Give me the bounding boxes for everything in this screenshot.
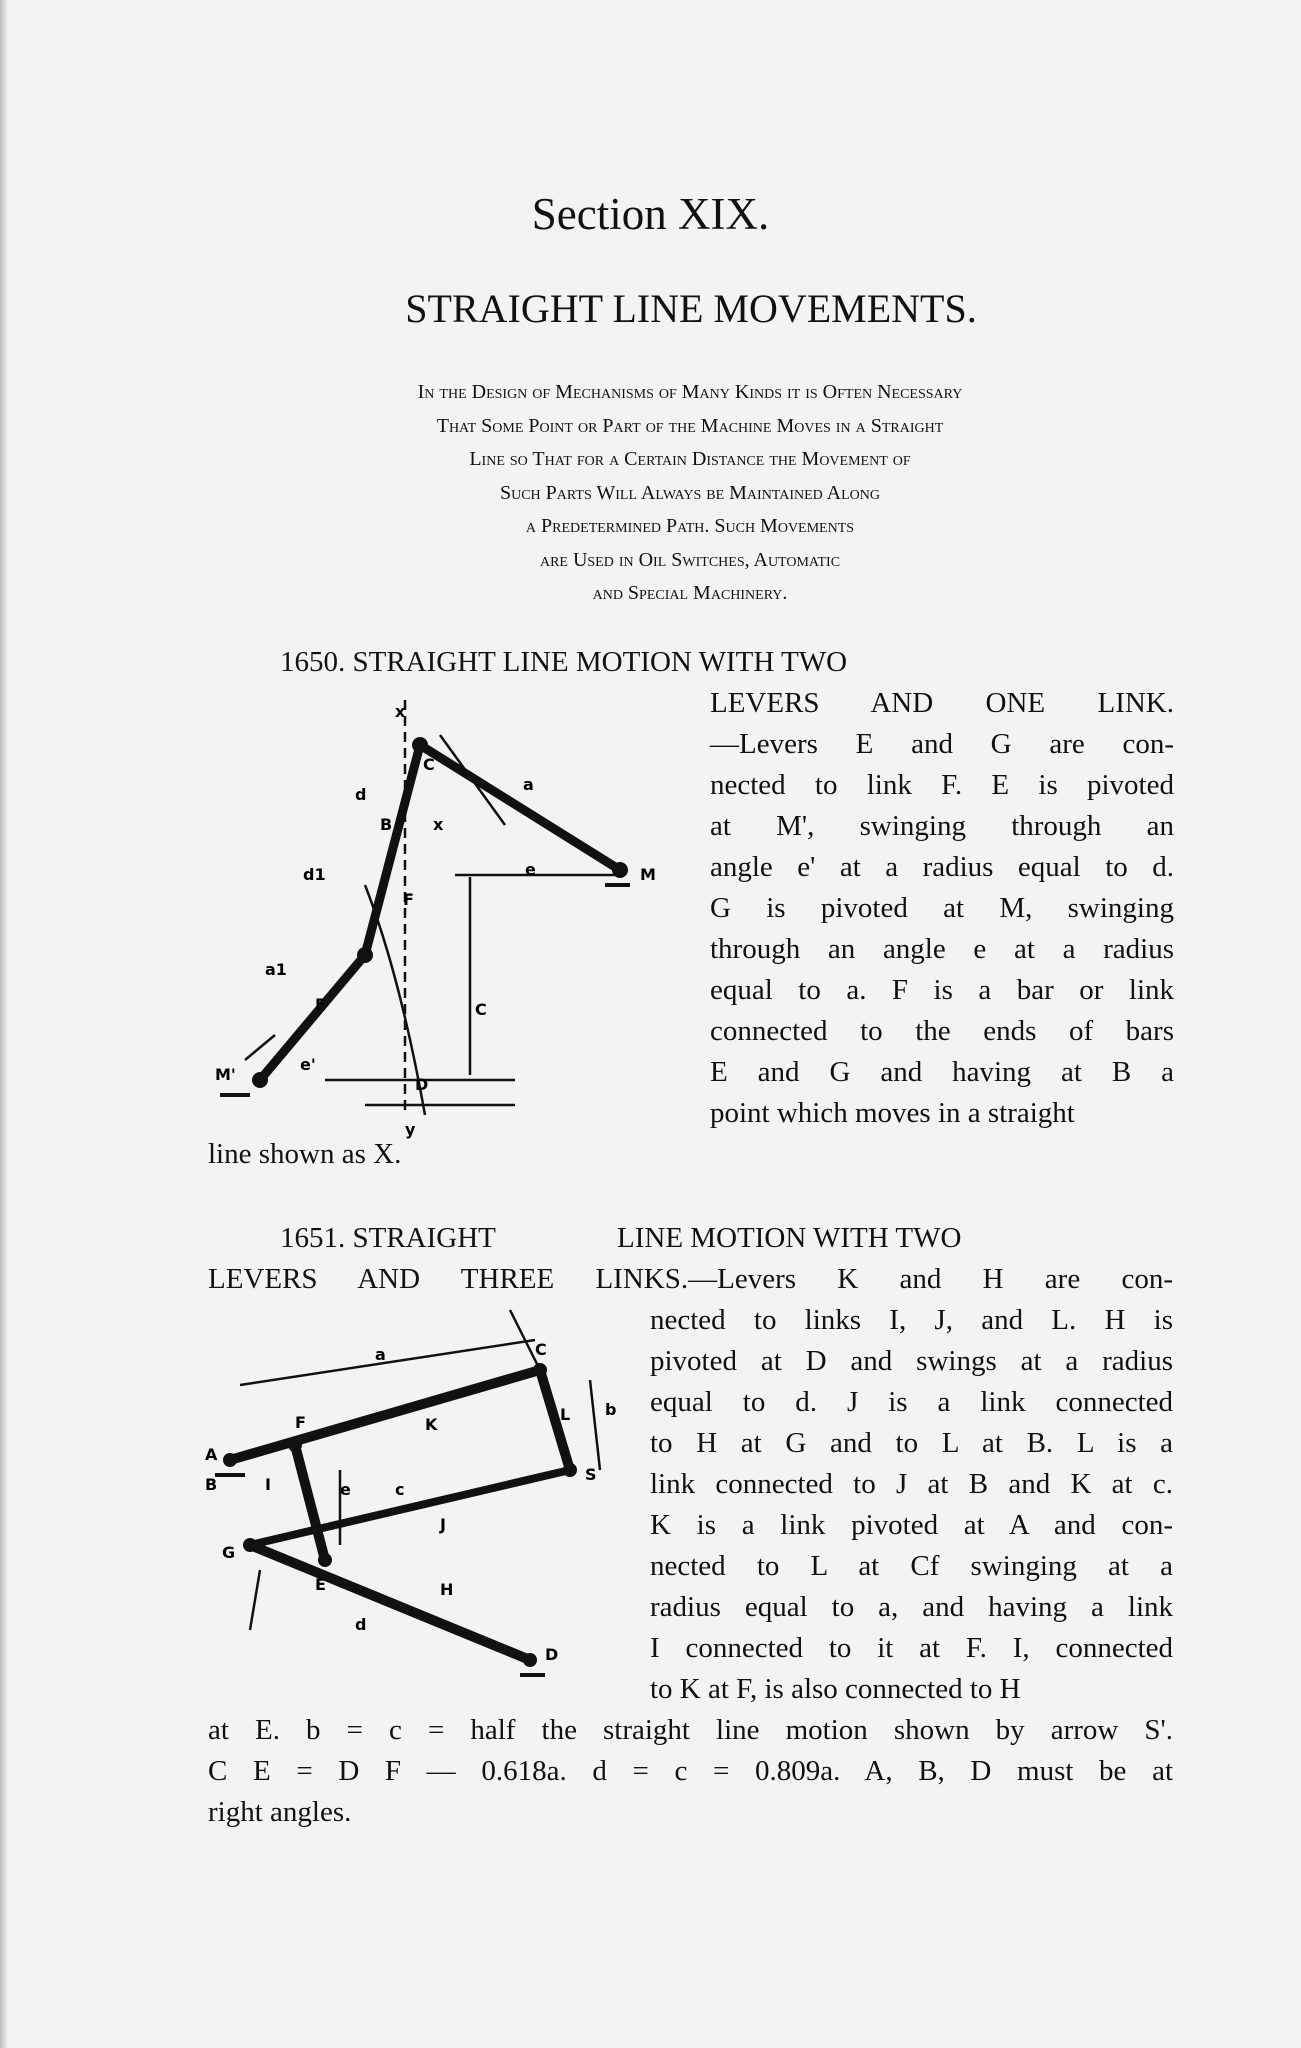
figure-label: d bbox=[355, 1615, 367, 1634]
joint-g bbox=[243, 1538, 257, 1552]
figure-label: D bbox=[545, 1645, 559, 1664]
text-line: C E = D F — 0.618a. d = c = 0.809a. A, B, D must be at bbox=[208, 1755, 1173, 1787]
figure-label: x bbox=[433, 815, 444, 834]
text-line: E and G and having at B a bbox=[710, 1056, 1174, 1088]
figure-label: a bbox=[375, 1345, 386, 1364]
intro-line: Such Parts Will Always be Maintained Along bbox=[499, 481, 881, 504]
figure-label: M' bbox=[215, 1065, 236, 1084]
figure-label: a1 bbox=[265, 960, 287, 979]
figure-label: C bbox=[423, 755, 435, 774]
item-1651-line2: LEVERS AND THREE LINKS.—Levers K and H are con- bbox=[208, 1263, 1173, 1295]
pivot-m-prime bbox=[252, 1072, 268, 1088]
joint-c bbox=[533, 1363, 547, 1377]
chapter-title: STRAIGHT LINE MOVEMENTS. bbox=[405, 286, 977, 331]
pivot-m bbox=[612, 862, 628, 878]
figure-label: d bbox=[355, 785, 367, 804]
figure-label: E bbox=[315, 1575, 326, 1594]
figure-1651 bbox=[200, 1300, 640, 1700]
item-1650-heading: 1650. STRAIGHT LINE MOTION WITH TWO bbox=[280, 646, 848, 678]
figure-label: S bbox=[585, 1465, 597, 1484]
figure-label: H bbox=[440, 1580, 454, 1599]
figure-label: J bbox=[440, 1515, 446, 1534]
text-line: to K at F, is also connected to H bbox=[650, 1673, 1021, 1705]
text-line: connected to the ends of bars bbox=[710, 1015, 1174, 1047]
pivot-d bbox=[523, 1653, 537, 1667]
text-line: link connected to J at B and K at c. bbox=[650, 1468, 1173, 1500]
figure-label: x bbox=[395, 702, 406, 721]
link-j bbox=[250, 1470, 570, 1545]
joint-f bbox=[288, 1438, 302, 1452]
dimension-a bbox=[440, 735, 505, 825]
figure-label: c bbox=[395, 1480, 405, 1499]
text-line: I connected to it at F. I, connected bbox=[650, 1632, 1173, 1664]
figure-label: M bbox=[640, 865, 656, 884]
figure-label: K bbox=[425, 1415, 438, 1434]
section-heading: Section XIX. bbox=[531, 189, 770, 239]
dimension-b bbox=[590, 1380, 600, 1470]
figure-label: G bbox=[222, 1543, 236, 1562]
figure-label: B bbox=[205, 1475, 218, 1494]
figure-label: I bbox=[265, 1475, 271, 1494]
figure-label: E bbox=[315, 995, 326, 1014]
text-line: nected to links I, J, and L. H is bbox=[650, 1304, 1173, 1336]
dimension-d bbox=[250, 1570, 260, 1630]
lever-h bbox=[250, 1545, 530, 1660]
figure-label: C bbox=[475, 1000, 487, 1019]
text-line: G is pivoted at M, swinging bbox=[710, 892, 1174, 924]
link-f bbox=[365, 745, 420, 955]
item-1651-tail bbox=[208, 1710, 1173, 1833]
lever-k bbox=[230, 1370, 540, 1460]
figure-label: d1 bbox=[303, 865, 326, 884]
figure-label: B bbox=[380, 815, 393, 834]
item-1651-heading-b: LINE MOTION WITH TWO bbox=[617, 1222, 962, 1254]
figure-label: b bbox=[605, 1400, 617, 1419]
figure-label: y bbox=[405, 1120, 416, 1139]
dimension-a1 bbox=[245, 1035, 275, 1060]
figure-label: D bbox=[415, 1075, 429, 1094]
joint-e bbox=[318, 1553, 332, 1567]
intro-line: Line so That for a Certain Distance the Movement of bbox=[469, 448, 911, 470]
text-line: through an angle e at a radius bbox=[710, 933, 1174, 965]
joint bbox=[357, 947, 373, 963]
intro-paragraph bbox=[250, 376, 1130, 611]
text-line: LEVERS AND ONE LINK. bbox=[710, 687, 1174, 719]
text-line: —Levers E and G are con- bbox=[710, 728, 1174, 760]
text-line: at E. b = c = half the straight line motion shown by arrow S'. bbox=[208, 1714, 1173, 1746]
figure-1650 bbox=[205, 695, 660, 1145]
intro-line: and Special Machinery. bbox=[592, 582, 788, 604]
figure-label: e bbox=[525, 860, 536, 879]
lever-g bbox=[420, 745, 620, 870]
text-line: pivoted at D and swings at a radius bbox=[650, 1345, 1173, 1377]
text-line: at M', swinging through an bbox=[710, 810, 1174, 842]
item-1650-text bbox=[710, 683, 1174, 1134]
figure-label: a bbox=[523, 775, 534, 794]
figure-label: e' bbox=[300, 1055, 316, 1074]
text-line: angle e' at a radius equal to d. bbox=[710, 851, 1174, 883]
text-line: K is a link pivoted at A and con- bbox=[650, 1509, 1173, 1541]
intro-line: a Predetermined Path. Such Movements bbox=[525, 515, 855, 537]
figure-label: C bbox=[535, 1340, 547, 1359]
intro-line: In the Design of Mechanisms of Many Kinds it is Often Necessary bbox=[417, 381, 963, 403]
text-line: nected to L at Cf swinging at a bbox=[650, 1550, 1173, 1582]
text-line: nected to link F. E is pivoted bbox=[710, 769, 1174, 801]
item-1651-heading-a: 1651. STRAIGHT bbox=[280, 1222, 496, 1254]
pivot-a bbox=[223, 1453, 237, 1467]
joint-c bbox=[412, 737, 428, 753]
figure-label: F bbox=[403, 890, 414, 909]
intro-line: That Some Point or Part of the Machine Moves in a Straight bbox=[436, 414, 944, 437]
text-line: radius equal to a, and having a link bbox=[650, 1591, 1173, 1623]
joint-b bbox=[563, 1463, 577, 1477]
text-line: equal to d. J is a link connected bbox=[650, 1386, 1173, 1418]
figure-label: e bbox=[340, 1480, 351, 1499]
text-line: equal to a. F is a bar or link bbox=[710, 974, 1174, 1006]
figure-label: L bbox=[560, 1405, 571, 1424]
item-1650-tail: line shown as X. bbox=[208, 1138, 402, 1170]
intro-line: are Used in Oil Switches, Automatic bbox=[539, 548, 841, 571]
dimension-a bbox=[240, 1340, 535, 1385]
text-line: point which moves in a straight bbox=[710, 1097, 1075, 1129]
text-line: to H at G and to L at B. L is a bbox=[650, 1427, 1173, 1459]
figure-label: F bbox=[295, 1413, 306, 1432]
text-line: right angles. bbox=[208, 1796, 352, 1828]
item-1651-text bbox=[650, 1300, 1173, 1710]
link-i bbox=[295, 1445, 325, 1560]
figure-label: A bbox=[205, 1445, 218, 1464]
